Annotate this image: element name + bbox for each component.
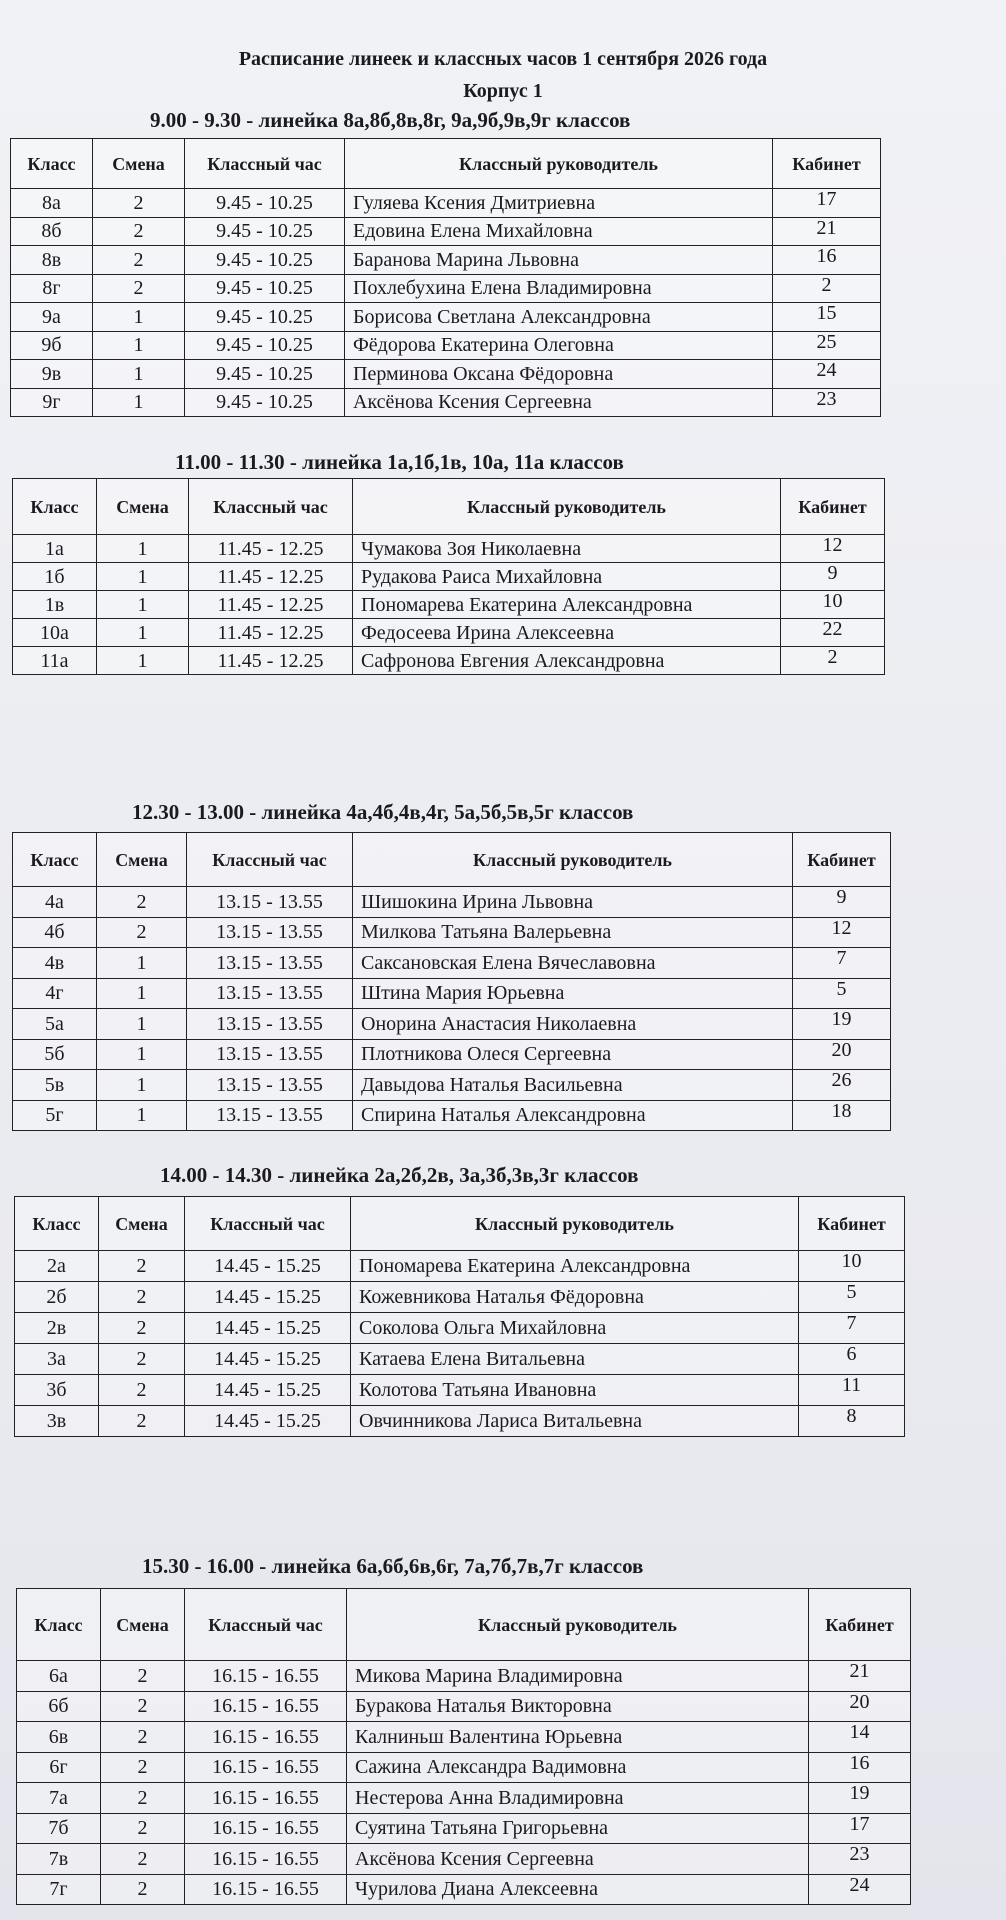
shift-cell: 2 xyxy=(101,1752,185,1783)
teacher-cell: Овчинникова Лариса Витальевна xyxy=(351,1406,799,1437)
time-cell: 16.15 - 16.55 xyxy=(185,1661,347,1692)
room-cell: 14 xyxy=(809,1722,911,1753)
teacher-cell: Катаева Елена Витальевна xyxy=(351,1344,799,1375)
room-cell: 5 xyxy=(799,1282,905,1313)
teacher-cell: Пономарева Екатерина Александровна xyxy=(351,1251,799,1282)
shift-cell: 2 xyxy=(99,1313,185,1344)
class-cell: 5а xyxy=(13,1009,97,1040)
table-row xyxy=(15,1406,905,1437)
room-cell: 9 xyxy=(781,563,885,591)
header-klass: Класс xyxy=(11,139,93,189)
shift-cell: 1 xyxy=(93,331,185,360)
class-cell: 4в xyxy=(13,948,97,979)
teacher-cell: Плотникова Олеся Сергеевна xyxy=(353,1039,793,1070)
room-cell: 20 xyxy=(793,1039,891,1070)
table-row xyxy=(17,1752,911,1783)
section-title: 9.00 - 9.30 - линейка 8а,8б,8в,8г, 9а,9б,9в,9г классов xyxy=(150,108,631,132)
header-chas: Классный час xyxy=(189,479,353,535)
header-kab: Кабинет xyxy=(799,1197,905,1251)
shift-cell: 2 xyxy=(101,1844,185,1875)
section-title: 11.00 - 11.30 - линейка 1а,1б,1в, 10а, 11а классов xyxy=(175,450,624,474)
teacher-cell: Онорина Анастасия Николаевна xyxy=(353,1009,793,1040)
table-row xyxy=(11,331,881,360)
teacher-cell: Едовина Елена Михайловна xyxy=(345,217,773,246)
shift-cell: 2 xyxy=(99,1251,185,1282)
room-cell: 8 xyxy=(799,1406,905,1437)
class-cell: 6в xyxy=(17,1722,101,1753)
header-kab: Кабинет xyxy=(809,1589,911,1661)
class-cell: 5б xyxy=(13,1039,97,1070)
class-cell: 5г xyxy=(13,1100,97,1131)
header-chas: Классный час xyxy=(185,139,345,189)
room-cell: 17 xyxy=(809,1813,911,1844)
room-cell: 18 xyxy=(793,1100,891,1131)
teacher-cell: Колотова Татьяна Ивановна xyxy=(351,1375,799,1406)
room-cell: 24 xyxy=(773,360,881,389)
table-row xyxy=(13,1039,891,1070)
time-cell: 11.45 - 12.25 xyxy=(189,535,353,563)
room-cell: 10 xyxy=(781,591,885,619)
shift-cell: 2 xyxy=(99,1282,185,1313)
room-cell: 7 xyxy=(799,1313,905,1344)
header-kab: Кабинет xyxy=(773,139,881,189)
time-cell: 11.45 - 12.25 xyxy=(189,647,353,675)
room-cell: 12 xyxy=(793,917,891,948)
time-cell: 13.15 - 13.55 xyxy=(187,1070,353,1101)
table-row xyxy=(13,917,891,948)
room-cell: 21 xyxy=(809,1661,911,1692)
class-cell: 9а xyxy=(11,303,93,332)
class-cell: 7б xyxy=(17,1813,101,1844)
table-row xyxy=(13,619,885,647)
table-row xyxy=(17,1783,911,1814)
table-row xyxy=(17,1874,911,1905)
time-cell: 14.45 - 15.25 xyxy=(185,1251,351,1282)
shift-cell: 1 xyxy=(97,619,189,647)
class-cell: 2б xyxy=(15,1282,99,1313)
header-klass: Класс xyxy=(13,479,97,535)
room-cell: 26 xyxy=(793,1070,891,1101)
class-cell: 7в xyxy=(17,1844,101,1875)
time-cell: 14.45 - 15.25 xyxy=(185,1313,351,1344)
teacher-cell: Чурилова Диана Алексеевна xyxy=(347,1874,809,1905)
shift-cell: 2 xyxy=(101,1813,185,1844)
table-row xyxy=(13,535,885,563)
schedule-table xyxy=(12,832,891,1131)
time-cell: 9.45 - 10.25 xyxy=(185,331,345,360)
room-cell: 6 xyxy=(799,1344,905,1375)
teacher-cell: Кожевникова Наталья Фёдоровна xyxy=(351,1282,799,1313)
class-cell: 7г xyxy=(17,1874,101,1905)
table-row xyxy=(17,1661,911,1692)
header-smena: Смена xyxy=(93,139,185,189)
class-cell: 3в xyxy=(15,1406,99,1437)
class-cell: 1б xyxy=(13,563,97,591)
time-cell: 16.15 - 16.55 xyxy=(185,1691,347,1722)
header-chas: Классный час xyxy=(185,1589,347,1661)
teacher-cell: Нестерова Анна Владимировна xyxy=(347,1783,809,1814)
schedule-table xyxy=(14,1196,905,1437)
table-row xyxy=(15,1375,905,1406)
time-cell: 11.45 - 12.25 xyxy=(189,619,353,647)
time-cell: 9.45 - 10.25 xyxy=(185,189,345,218)
class-cell: 4а xyxy=(13,887,97,918)
time-cell: 13.15 - 13.55 xyxy=(187,1039,353,1070)
table-row xyxy=(13,978,891,1009)
shift-cell: 2 xyxy=(101,1874,185,1905)
time-cell: 13.15 - 13.55 xyxy=(187,948,353,979)
teacher-cell: Чумакова Зоя Николаевна xyxy=(353,535,781,563)
header-ruk: Классный руководитель xyxy=(353,833,793,887)
room-cell: 12 xyxy=(781,535,885,563)
time-cell: 13.15 - 13.55 xyxy=(187,978,353,1009)
class-cell: 7а xyxy=(17,1783,101,1814)
header-chas: Классный час xyxy=(187,833,353,887)
shift-cell: 1 xyxy=(97,1039,187,1070)
page-title: Расписание линеек и классных часов 1 сентября 2026 года xyxy=(238,48,768,70)
header-ruk: Классный руководитель xyxy=(345,139,773,189)
shift-cell: 1 xyxy=(97,1070,187,1101)
class-cell: 4б xyxy=(13,917,97,948)
class-cell: 8а xyxy=(11,189,93,218)
class-cell: 8г xyxy=(11,274,93,303)
time-cell: 9.45 - 10.25 xyxy=(185,388,345,417)
table-row xyxy=(17,1691,911,1722)
table-row xyxy=(13,647,885,675)
room-cell: 2 xyxy=(773,274,881,303)
header-klass: Класс xyxy=(15,1197,99,1251)
shift-cell: 1 xyxy=(93,360,185,389)
time-cell: 9.45 - 10.25 xyxy=(185,217,345,246)
shift-cell: 2 xyxy=(93,217,185,246)
teacher-cell: Сажина Александра Вадимовна xyxy=(347,1752,809,1783)
table-row xyxy=(11,189,881,218)
room-cell: 20 xyxy=(809,1691,911,1722)
room-cell: 24 xyxy=(809,1874,911,1905)
time-cell: 16.15 - 16.55 xyxy=(185,1752,347,1783)
room-cell: 25 xyxy=(773,331,881,360)
time-cell: 16.15 - 16.55 xyxy=(185,1874,347,1905)
teacher-cell: Штина Мария Юрьевна xyxy=(353,978,793,1009)
teacher-cell: Аксёнова Ксения Сергеевна xyxy=(347,1844,809,1875)
header-ruk: Классный руководитель xyxy=(353,479,781,535)
table-header-row xyxy=(13,833,891,887)
shift-cell: 1 xyxy=(93,388,185,417)
table-row xyxy=(17,1844,911,1875)
class-cell: 3б xyxy=(15,1375,99,1406)
shift-cell: 1 xyxy=(97,948,187,979)
room-cell: 15 xyxy=(773,303,881,332)
teacher-cell: Перминова Оксана Фёдоровна xyxy=(345,360,773,389)
shift-cell: 2 xyxy=(93,246,185,275)
teacher-cell: Баранова Марина Львовна xyxy=(345,246,773,275)
header-smena: Смена xyxy=(101,1589,185,1661)
teacher-cell: Рудакова Раиса Михайловна xyxy=(353,563,781,591)
class-cell: 8в xyxy=(11,246,93,275)
teacher-cell: Гуляева Ксения Дмитриевна xyxy=(345,189,773,218)
time-cell: 13.15 - 13.55 xyxy=(187,887,353,918)
teacher-cell: Милкова Татьяна Валерьевна xyxy=(353,917,793,948)
time-cell: 14.45 - 15.25 xyxy=(185,1344,351,1375)
class-cell: 6г xyxy=(17,1752,101,1783)
class-cell: 2в xyxy=(15,1313,99,1344)
class-cell: 8б xyxy=(11,217,93,246)
shift-cell: 2 xyxy=(99,1375,185,1406)
room-cell: 10 xyxy=(799,1251,905,1282)
table-row xyxy=(11,303,881,332)
table-row xyxy=(15,1282,905,1313)
teacher-cell: Суятина Татьяна Григорьевна xyxy=(347,1813,809,1844)
table-row xyxy=(13,1100,891,1131)
time-cell: 14.45 - 15.25 xyxy=(185,1375,351,1406)
table-row xyxy=(11,274,881,303)
table-row xyxy=(11,246,881,275)
shift-cell: 1 xyxy=(97,535,189,563)
header-smena: Смена xyxy=(99,1197,185,1251)
teacher-cell: Спирина Наталья Александровна xyxy=(353,1100,793,1131)
room-cell: 19 xyxy=(809,1783,911,1814)
schedule-table xyxy=(10,138,881,417)
time-cell: 13.15 - 13.55 xyxy=(187,917,353,948)
teacher-cell: Сафронова Евгения Александровна xyxy=(353,647,781,675)
room-cell: 21 xyxy=(773,217,881,246)
room-cell: 7 xyxy=(793,948,891,979)
shift-cell: 2 xyxy=(97,887,187,918)
room-cell: 22 xyxy=(781,619,885,647)
shift-cell: 2 xyxy=(99,1406,185,1437)
time-cell: 9.45 - 10.25 xyxy=(185,360,345,389)
teacher-cell: Саксановская Елена Вячеславовна xyxy=(353,948,793,979)
header-kab: Кабинет xyxy=(781,479,885,535)
room-cell: 16 xyxy=(773,246,881,275)
shift-cell: 2 xyxy=(93,274,185,303)
time-cell: 9.45 - 10.25 xyxy=(185,246,345,275)
header-klass: Класс xyxy=(13,833,97,887)
class-cell: 1в xyxy=(13,591,97,619)
time-cell: 13.15 - 13.55 xyxy=(187,1009,353,1040)
teacher-cell: Фёдорова Екатерина Олеговна xyxy=(345,331,773,360)
page-subtitle: Корпус 1 xyxy=(463,80,543,102)
shift-cell: 2 xyxy=(101,1722,185,1753)
teacher-cell: Калниньш Валентина Юрьевна xyxy=(347,1722,809,1753)
table-row xyxy=(13,563,885,591)
teacher-cell: Соколова Ольга Михайловна xyxy=(351,1313,799,1344)
shift-cell: 1 xyxy=(97,978,187,1009)
shift-cell: 2 xyxy=(101,1783,185,1814)
table-row xyxy=(13,1070,891,1101)
teacher-cell: Шишокина Ирина Львовна xyxy=(353,887,793,918)
time-cell: 13.15 - 13.55 xyxy=(187,1100,353,1131)
teacher-cell: Борисова Светлана Александровна xyxy=(345,303,773,332)
header-ruk: Классный руководитель xyxy=(351,1197,799,1251)
teacher-cell: Давыдова Наталья Васильевна xyxy=(353,1070,793,1101)
teacher-cell: Федосеева Ирина Алексеевна xyxy=(353,619,781,647)
time-cell: 16.15 - 16.55 xyxy=(185,1783,347,1814)
header-smena: Смена xyxy=(97,833,187,887)
room-cell: 11 xyxy=(799,1375,905,1406)
section-title: 15.30 - 16.00 - линейка 6а,6б,6в,6г, 7а,7б,7в,7г классов xyxy=(142,1554,644,1578)
time-cell: 16.15 - 16.55 xyxy=(185,1844,347,1875)
table-row xyxy=(17,1722,911,1753)
shift-cell: 1 xyxy=(97,1009,187,1040)
class-cell: 3а xyxy=(15,1344,99,1375)
class-cell: 1а xyxy=(13,535,97,563)
teacher-cell: Аксёнова Ксения Сергеевна xyxy=(345,388,773,417)
time-cell: 16.15 - 16.55 xyxy=(185,1722,347,1753)
time-cell: 14.45 - 15.25 xyxy=(185,1282,351,1313)
section-title: 14.00 - 14.30 - линейка 2а,2б,2в, 3а,3б,3в,3г классов xyxy=(160,1163,639,1187)
shift-cell: 1 xyxy=(93,303,185,332)
table-header-row xyxy=(15,1197,905,1251)
table-row xyxy=(15,1251,905,1282)
table-row xyxy=(13,591,885,619)
shift-cell: 2 xyxy=(99,1344,185,1375)
table-row xyxy=(11,388,881,417)
header-klass: Класс xyxy=(17,1589,101,1661)
time-cell: 11.45 - 12.25 xyxy=(189,591,353,619)
table-row xyxy=(15,1313,905,1344)
class-cell: 4г xyxy=(13,978,97,1009)
room-cell: 19 xyxy=(793,1009,891,1040)
time-cell: 9.45 - 10.25 xyxy=(185,274,345,303)
room-cell: 23 xyxy=(773,388,881,417)
class-cell: 2а xyxy=(15,1251,99,1282)
schedule-table xyxy=(12,478,885,675)
room-cell: 2 xyxy=(781,647,885,675)
schedule-table xyxy=(16,1588,911,1905)
class-cell: 9б xyxy=(11,331,93,360)
teacher-cell: Микова Марина Владимировна xyxy=(347,1661,809,1692)
shift-cell: 2 xyxy=(101,1691,185,1722)
teacher-cell: Похлебухина Елена Владимировна xyxy=(345,274,773,303)
room-cell: 23 xyxy=(809,1844,911,1875)
shift-cell: 2 xyxy=(97,917,187,948)
table-header-row xyxy=(13,479,885,535)
table-header-row xyxy=(11,139,881,189)
class-cell: 9в xyxy=(11,360,93,389)
class-cell: 5в xyxy=(13,1070,97,1101)
class-cell: 6б xyxy=(17,1691,101,1722)
shift-cell: 2 xyxy=(101,1661,185,1692)
teacher-cell: Пономарева Екатерина Александровна xyxy=(353,591,781,619)
class-cell: 6а xyxy=(17,1661,101,1692)
shift-cell: 1 xyxy=(97,563,189,591)
class-cell: 10а xyxy=(13,619,97,647)
time-cell: 11.45 - 12.25 xyxy=(189,563,353,591)
time-cell: 14.45 - 15.25 xyxy=(185,1406,351,1437)
table-row xyxy=(11,360,881,389)
class-cell: 11а xyxy=(13,647,97,675)
room-cell: 17 xyxy=(773,189,881,218)
time-cell: 16.15 - 16.55 xyxy=(185,1813,347,1844)
table-row xyxy=(13,948,891,979)
table-row xyxy=(17,1813,911,1844)
teacher-cell: Буракова Наталья Викторовна xyxy=(347,1691,809,1722)
room-cell: 5 xyxy=(793,978,891,1009)
time-cell: 9.45 - 10.25 xyxy=(185,303,345,332)
table-row xyxy=(15,1344,905,1375)
table-row xyxy=(11,217,881,246)
header-kab: Кабинет xyxy=(793,833,891,887)
shift-cell: 1 xyxy=(97,1100,187,1131)
section-title: 12.30 - 13.00 - линейка 4а,4б,4в,4г, 5а,5б,5в,5г классов xyxy=(132,800,634,824)
table-header-row xyxy=(17,1589,911,1661)
shift-cell: 1 xyxy=(97,647,189,675)
shift-cell: 1 xyxy=(97,591,189,619)
header-chas: Классный час xyxy=(185,1197,351,1251)
header-ruk: Классный руководитель xyxy=(347,1589,809,1661)
table-row xyxy=(13,1009,891,1040)
room-cell: 9 xyxy=(793,887,891,918)
shift-cell: 2 xyxy=(93,189,185,218)
table-row xyxy=(13,887,891,918)
header-smena: Смена xyxy=(97,479,189,535)
class-cell: 9г xyxy=(11,388,93,417)
room-cell: 16 xyxy=(809,1752,911,1783)
